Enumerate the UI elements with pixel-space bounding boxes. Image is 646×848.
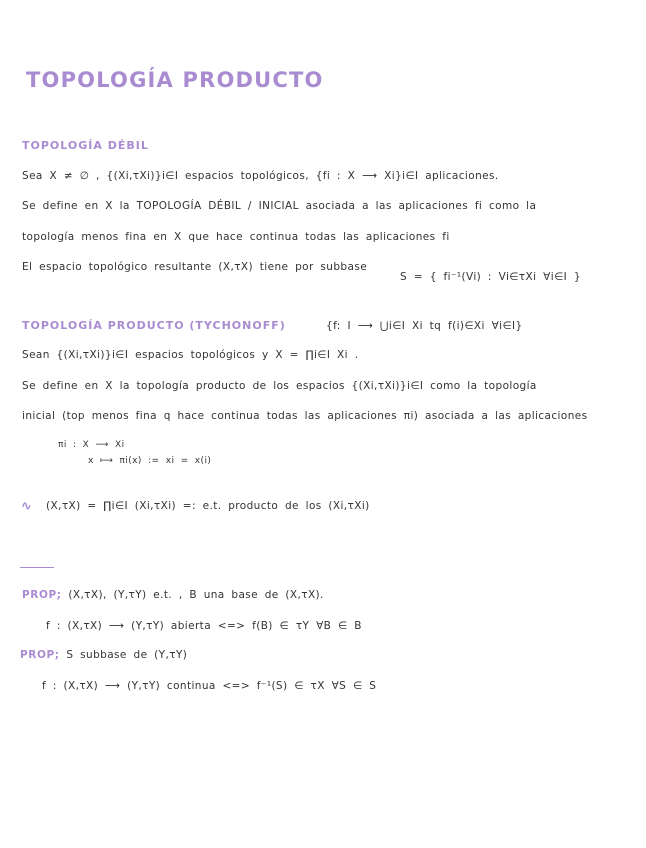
debil-line-3: topología menos fina en X que hace continua todas las aplicaciones fi <box>22 231 450 243</box>
prop-2-text: S subbase de (Y,τY) <box>66 649 188 661</box>
section-heading-debil: TOPOLOGÍA DÉBIL <box>22 139 149 152</box>
tilde-mark: ∿ <box>21 499 33 514</box>
section-heading-producto: TOPOLOGÍA PRODUCTO (TYCHONOFF) <box>22 319 286 332</box>
prop-1-label: PROP; <box>22 589 62 601</box>
producto-line-3: inicial (top menos fina q hace continua todas las aplicaciones πi) asociada a las aplicaciones <box>22 410 588 422</box>
prop-2-statement: f : (X,τX) ⟶ (Y,τY) continua <=> f⁻¹(S) ∈ τX ∀S ∈ S <box>42 680 377 692</box>
prop-2 <box>20 649 187 661</box>
divider <box>20 567 54 568</box>
prop-1-text: (X,τX), (Y,τY) e.t. , B una base de (X,τX). <box>68 589 324 601</box>
debil-subbase-formula: S = { fi⁻¹(Vi) : Vi∈τXi ∀i∈I } <box>400 271 581 283</box>
producto-line-1: Sean {(Xi,τXi)}i∈I espacios topológicos y X = ∏i∈I Xi . <box>22 349 359 361</box>
producto-notation: (X,τX) = ∏i∈I (Xi,τXi) =: e.t. producto de los (Xi,τXi) <box>46 500 370 512</box>
debil-line-1: Sea X ≠ ∅ , {(Xi,τXi)}i∈I espacios topológicos, {fi : X ⟶ Xi}i∈I aplicaciones. <box>22 170 499 182</box>
prop-2-label: PROP; <box>20 649 60 661</box>
debil-line-2: Se define en X la TOPOLOGÍA DÉBIL / INICIAL asociada a las aplicaciones fi como la <box>22 200 537 212</box>
producto-heading-aside: {f: I ⟶ ⋃i∈I Xi tq f(i)∈Xi ∀i∈I} <box>326 320 523 332</box>
projection-map-line-2: x ⟼ πi(x) := xi = x(i) <box>88 456 212 466</box>
producto-line-2: Se define en X la topología producto de los espacios {(Xi,τXi)}i∈I como la topología <box>22 380 537 392</box>
projection-map-line-1: πi : X ⟶ Xi <box>58 440 125 450</box>
page-title: TOPOLOGÍA PRODUCTO <box>26 68 324 92</box>
prop-1-statement: f : (X,τX) ⟶ (Y,τY) abierta <=> f(B) ∈ τY ∀B ∈ B <box>46 620 362 632</box>
debil-line-4: El espacio topológico resultante (X,τX) tiene por subbase <box>22 261 368 273</box>
prop-1 <box>22 589 324 601</box>
